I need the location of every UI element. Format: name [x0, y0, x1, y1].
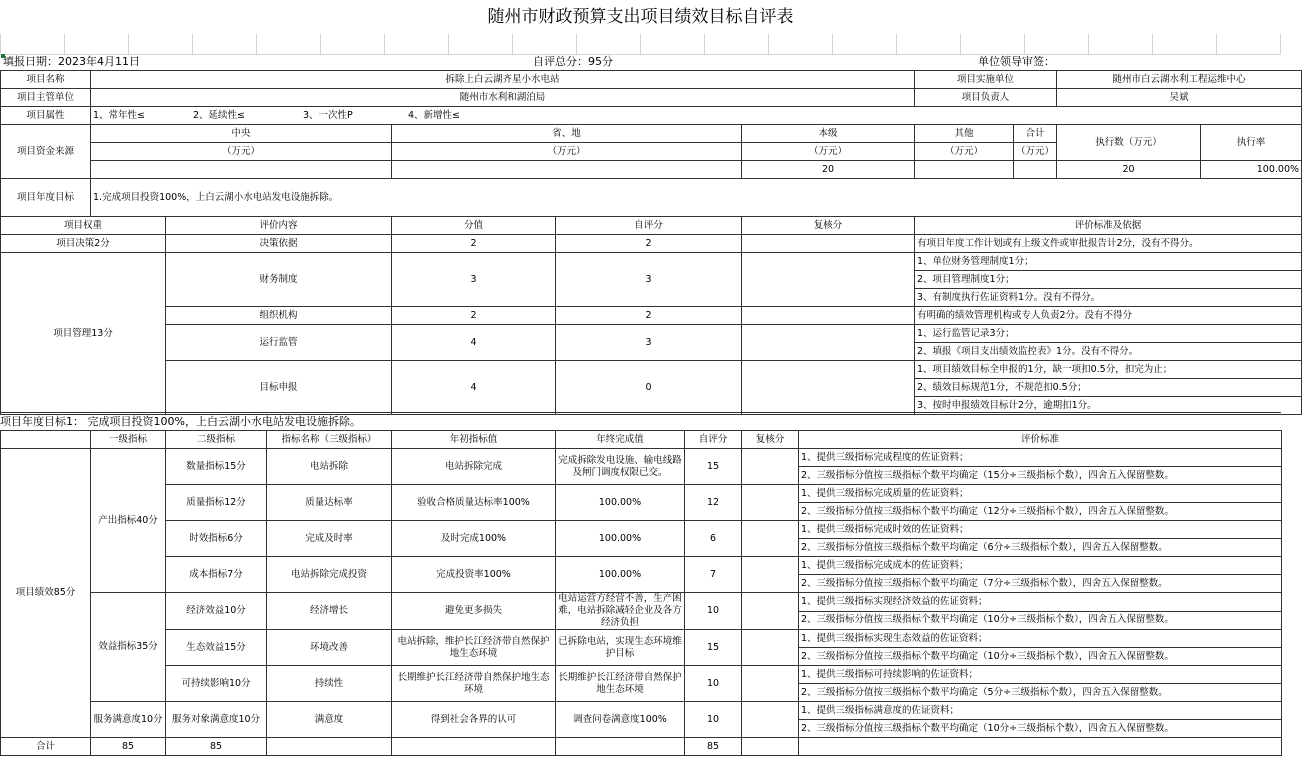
- cell: 4: [392, 361, 556, 415]
- cell: [742, 235, 915, 253]
- cell: 年初指标值: [392, 431, 556, 449]
- cell: 项目管理13分: [1, 253, 166, 415]
- cell: （万元）: [91, 143, 392, 161]
- table-row: [1, 71, 1302, 89]
- cell: 目标申报: [166, 361, 392, 415]
- cell: 持续性: [267, 666, 392, 702]
- cell: 有项目年度工作计划或有上级文件或审批报告计2分，没有不得分。: [915, 235, 1302, 253]
- cell: 指标名称（三级指标）: [267, 431, 392, 449]
- project-name: 拆除上白云湖齐星小水电站: [91, 71, 915, 89]
- cell: 运行监管: [166, 325, 392, 361]
- cell: 长期维护长江经济带自然保护地生态环境: [392, 666, 556, 702]
- cell: 10: [685, 702, 742, 738]
- cell: 项目属性: [1, 107, 91, 125]
- info-row: [0, 54, 1281, 70]
- cell: 环境改善: [267, 630, 392, 666]
- goal1-title: 项目年度目标1： 完成项目投资100%，上白云湖小水电站发电设施拆除。: [0, 412, 1281, 431]
- cell: 执行率: [1201, 125, 1302, 161]
- cell: 避免更多损失: [392, 593, 556, 630]
- cell: 项目年度目标: [1, 179, 91, 217]
- table-row: [1, 107, 1302, 125]
- cell: 满意度: [267, 702, 392, 738]
- cell: [915, 161, 1014, 179]
- cell: [556, 738, 685, 756]
- table-row: [1, 485, 1282, 503]
- cell: 项目权重: [1, 217, 166, 235]
- cell: 15: [685, 630, 742, 666]
- cell: 执行数（万元）: [1057, 125, 1201, 161]
- cell: 20: [1057, 161, 1201, 179]
- cell: 年终完成值: [556, 431, 685, 449]
- cell: 2: [556, 307, 742, 325]
- cell: 1、提供三级指标完成程度的佐证资料；: [799, 449, 1282, 467]
- cell: 经济效益10分: [166, 593, 267, 630]
- cell: [742, 557, 799, 593]
- cell: [392, 161, 742, 179]
- cell: 2、三级指标分值按三级指标个数平均确定（12分÷三级指标个数），四舍五入保留整数。: [799, 503, 1282, 521]
- cell: 2、三级指标分值按三级指标个数平均确定（7分÷三级指标个数），四舍五入保留整数。: [799, 575, 1282, 593]
- cell: 调查问卷满意度100%: [556, 702, 685, 738]
- cell: 1、提供三级指标可持续影响的佐证资料；: [799, 666, 1282, 684]
- cell: 3: [556, 325, 742, 361]
- cell: 10: [685, 666, 742, 702]
- cell: 经济增长: [267, 593, 392, 630]
- cell: [742, 307, 915, 325]
- cell: [742, 521, 799, 557]
- project-info-table: [0, 70, 1302, 415]
- cell: 12: [685, 485, 742, 521]
- cell: 100.00%: [556, 521, 685, 557]
- attr-item: 4、新增性≤: [408, 109, 461, 121]
- cell: [742, 738, 799, 756]
- cell: 服务满意度10分: [91, 702, 166, 738]
- cell: 15: [685, 449, 742, 485]
- table-row: [1, 431, 1282, 449]
- cell: 1、单位财务管理制度1分；: [915, 253, 1302, 271]
- cell: [742, 449, 799, 485]
- cell: 验收合格质量达标率100%: [392, 485, 556, 521]
- cell: 分值: [392, 217, 556, 235]
- cell: 10: [685, 593, 742, 630]
- attr-item: 3、一次性P: [303, 109, 353, 121]
- cell: 1、提供三级指标完成成本的佐证资料；: [799, 557, 1282, 575]
- project-attrs: [91, 107, 1302, 125]
- cell: [742, 361, 915, 415]
- cell: 项目负责人: [915, 89, 1057, 107]
- cell: 中央: [91, 125, 392, 143]
- total-score: 自评总分：95分: [533, 55, 613, 68]
- cell: 省、地: [392, 125, 742, 143]
- cell: 评价内容: [166, 217, 392, 235]
- cell: 复核分: [742, 431, 799, 449]
- cell: 2、三级指标分值按三级指标个数平均确定（10分÷三级指标个数），四舍五入保留整数。: [799, 648, 1282, 666]
- cell: 项目实施单位: [915, 71, 1057, 89]
- cell: 有明确的绩效管理机构或专人负责2分。没有不得分: [915, 307, 1302, 325]
- table-row: [1, 89, 1302, 107]
- cell: 3: [392, 253, 556, 307]
- cell: 合计: [1014, 125, 1057, 143]
- cell: 本级: [742, 125, 915, 143]
- cell: 合计: [1, 738, 91, 756]
- fill-date: 填报日期：2023年4月11日: [3, 55, 140, 68]
- table-row: [1, 521, 1282, 539]
- cell: 生态效益15分: [166, 630, 267, 666]
- cell: 质量指标12分: [166, 485, 267, 521]
- cell: 85: [685, 738, 742, 756]
- cell: （万元）: [915, 143, 1014, 161]
- table-row: [1, 557, 1282, 575]
- table-row: [1, 179, 1302, 217]
- cell: 3、按时申报绩效目标计2分，逾期扣1分。: [915, 397, 1302, 415]
- impl-unit: 随州市白云湖水利工程运维中心: [1057, 71, 1302, 89]
- cell: 一级指标: [91, 431, 166, 449]
- table-row: [1, 161, 1302, 179]
- cell: 成本指标7分: [166, 557, 267, 593]
- cell: 1、运行监管记录3分；: [915, 325, 1302, 343]
- cell: 100.00%: [1201, 161, 1302, 179]
- table-row: [1, 738, 1282, 756]
- table-row: [1, 217, 1302, 235]
- cell: 1、提供三级指标满意度的佐证资料；: [799, 702, 1282, 720]
- cell: 项目资金来源: [1, 125, 91, 179]
- cell: （万元）: [392, 143, 742, 161]
- cell: 2、填报《项目支出绩效监控表》1分。没有不得分。: [915, 343, 1302, 361]
- cell: 7: [685, 557, 742, 593]
- goal1-table: [0, 430, 1282, 756]
- table-row: [1, 449, 1282, 467]
- cell: 85: [166, 738, 267, 756]
- cell: 产出指标40分: [91, 449, 166, 593]
- cell: 2、三级指标分值按三级指标个数平均确定（10分÷三级指标个数），四舍五入保留整数。: [799, 720, 1282, 738]
- cell: 85: [91, 738, 166, 756]
- table-row: [1, 235, 1302, 253]
- cell: 20: [742, 161, 915, 179]
- annual-goal: 1.完成项目投资100%，上白云湖小水电站发电设施拆除。: [91, 179, 1302, 217]
- dept: 随州市水利和湖泊局: [91, 89, 915, 107]
- cell: 完成及时率: [267, 521, 392, 557]
- cell: 1、项目绩效目标全申报的1分，缺一项扣0.5分，扣完为止；: [915, 361, 1302, 379]
- cell: [742, 485, 799, 521]
- table-row: [1, 630, 1282, 648]
- manager: 吴斌: [1057, 89, 1302, 107]
- cell: 服务对象满意度10分: [166, 702, 267, 738]
- cell: [742, 253, 915, 307]
- cell: 数量指标15分: [166, 449, 267, 485]
- cell: 已拆除电站，实现生态环境维护目标: [556, 630, 685, 666]
- cell: 电站拆除，维护长江经济带自然保护地生态环境: [392, 630, 556, 666]
- cell: 组织机构: [166, 307, 392, 325]
- cell: 3: [556, 253, 742, 307]
- cell: 3、有制度执行佐证资料1分。没有不得分。: [915, 289, 1302, 307]
- table-row: [1, 325, 1302, 343]
- cell: [267, 738, 392, 756]
- table-row: [1, 593, 1282, 612]
- cell: 项目主管单位: [1, 89, 91, 107]
- cell: 可持续影响10分: [166, 666, 267, 702]
- cell: 6: [685, 521, 742, 557]
- cell: 2、三级指标分值按三级指标个数平均确定（5分÷三级指标个数），四舍五入保留整数。: [799, 684, 1282, 702]
- cell: 自评分: [556, 217, 742, 235]
- cell: 1、提供三级指标完成质量的佐证资料；: [799, 485, 1282, 503]
- leader-review: 单位领导审签：: [978, 55, 1055, 68]
- cell: 完成拆除发电设施、输电线路及闸门调度权限已交。: [556, 449, 685, 485]
- cell: [742, 702, 799, 738]
- cell: 时效指标6分: [166, 521, 267, 557]
- table-row: [1, 666, 1282, 684]
- sheet-title: 随州市财政预算支出项目绩效目标自评表: [487, 7, 794, 27]
- cell: 得到社会各界的认可: [392, 702, 556, 738]
- cell: 2: [556, 235, 742, 253]
- cell: 2、绩效目标规范1分，不规范扣0.5分；: [915, 379, 1302, 397]
- table-row: [1, 702, 1282, 720]
- cell: （万元）: [1014, 143, 1057, 161]
- cell: 项目绩效85分: [1, 449, 91, 738]
- attr-item: 1、常年性≤: [93, 109, 146, 121]
- cell: 1、提供三级指标实现经济效益的佐证资料；: [799, 593, 1282, 612]
- cell: 其他: [915, 125, 1014, 143]
- cell: [1, 431, 91, 449]
- table-row: [1, 253, 1302, 271]
- cell: 电站运营方经营不善，生产困难，电站拆除减轻企业及各方经济负担: [556, 593, 685, 630]
- cell: 效益指标35分: [91, 593, 166, 702]
- table-row: [1, 361, 1302, 379]
- cell: [742, 593, 799, 630]
- table-row: [1, 125, 1302, 143]
- cell: [392, 738, 556, 756]
- cell: 1、提供三级指标完成时效的佐证资料；: [799, 521, 1282, 539]
- cell: 长期维护长江经济带自然保护地生态环境: [556, 666, 685, 702]
- cell: 100.00%: [556, 557, 685, 593]
- attr-item: 2、延续性≤: [193, 109, 246, 121]
- cell: 评价标准及依据: [915, 217, 1302, 235]
- cell: [799, 738, 1282, 756]
- cell: [742, 325, 915, 361]
- cell: 2、三级指标分值按三级指标个数平均确定（6分÷三级指标个数），四舍五入保留整数。: [799, 539, 1282, 557]
- cell: [91, 161, 392, 179]
- cell: 1、提供三级指标实现生态效益的佐证资料；: [799, 630, 1282, 648]
- cell: 电站拆除完成投资: [267, 557, 392, 593]
- cell: 决策依据: [166, 235, 392, 253]
- cell: 财务制度: [166, 253, 392, 307]
- cell: 2、项目管理制度1分；: [915, 271, 1302, 289]
- cell: 评价标准: [799, 431, 1282, 449]
- cell: 100.00%: [556, 485, 685, 521]
- cell: 2: [392, 235, 556, 253]
- cell: 复核分: [742, 217, 915, 235]
- table-row: [1, 307, 1302, 325]
- cell: 项目名称: [1, 71, 91, 89]
- cell: 自评分: [685, 431, 742, 449]
- cell: 4: [392, 325, 556, 361]
- cell: 及时完成100%: [392, 521, 556, 557]
- cell: 质量达标率: [267, 485, 392, 521]
- cell: 电站拆除: [267, 449, 392, 485]
- cell: [742, 666, 799, 702]
- cell: 2、三级指标分值按三级指标个数平均确定（15分÷三级指标个数），四舍五入保留整数。: [799, 467, 1282, 485]
- cell: （万元）: [742, 143, 915, 161]
- cell: 0: [556, 361, 742, 415]
- cell: 2: [392, 307, 556, 325]
- empty-grid-row: [0, 34, 1281, 55]
- cell: [1014, 161, 1057, 179]
- cell: 完成投资率100%: [392, 557, 556, 593]
- cell: [742, 630, 799, 666]
- cell: 2、三级指标分值按三级指标个数平均确定（10分÷三级指标个数），四舍五入保留整数。: [799, 611, 1282, 630]
- cell: 项目决策2分: [1, 235, 166, 253]
- cell: 二级指标: [166, 431, 267, 449]
- cell: 电站拆除完成: [392, 449, 556, 485]
